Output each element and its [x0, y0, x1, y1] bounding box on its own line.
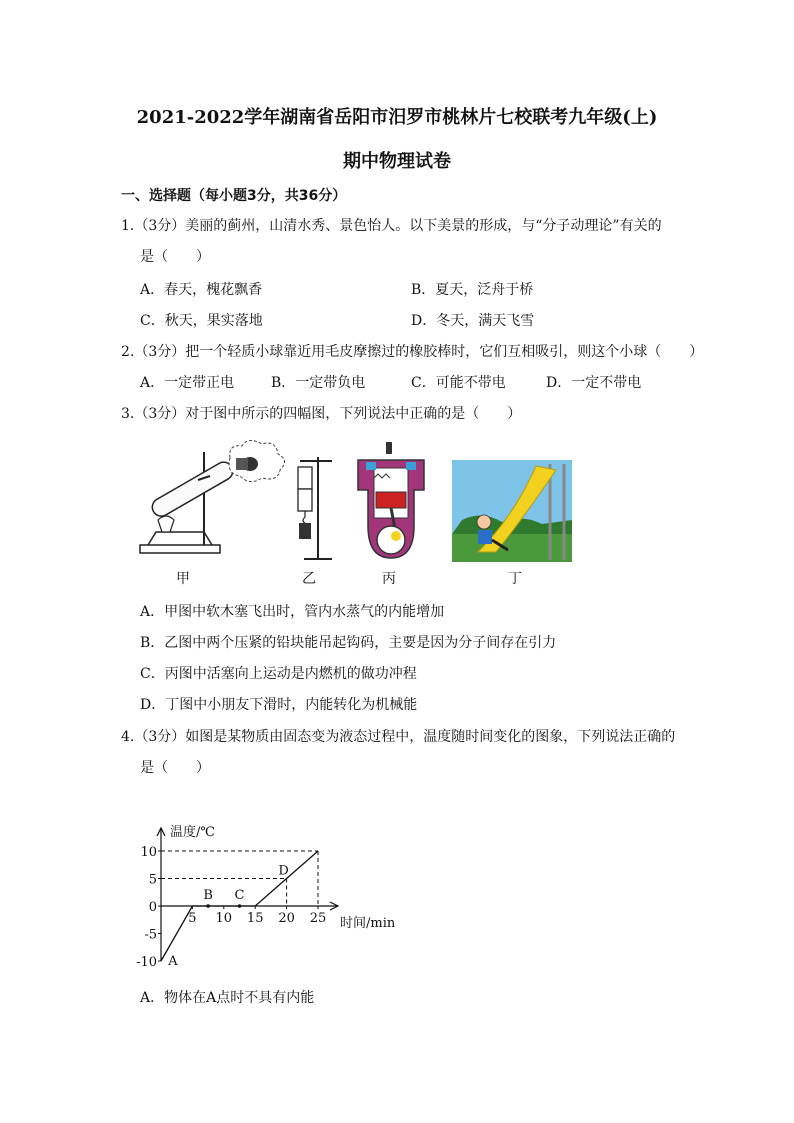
q4-stem-line1: 4.（3分）如图是某物质由固态变为液态过程中，温度随时间变化的图象，下列说法正确的: [121, 729, 676, 745]
q2-stem: 2.（3分）把一个轻质小球靠近用毛皮摩擦过的橡胶棒时，它们互相吸引，则这个小球（ ）: [121, 344, 704, 360]
q3-option-b: B．乙图中两个压紧的铅块能吊起钩码，主要是因为分子间存在引力: [140, 635, 557, 651]
x-axis-label: 时间/min: [340, 916, 396, 931]
figure-label-bing: 丙: [382, 571, 396, 587]
y-tick-label: 0: [148, 900, 157, 915]
q2-option-a: A．一定带正电: [140, 375, 235, 391]
q1-stem-line2: 是（ ）: [140, 249, 210, 265]
x-tick-label: 10: [215, 911, 233, 926]
figure-label-jia: 甲: [176, 571, 190, 587]
q2-option-b: B．一定带负电: [271, 375, 366, 391]
y-tick-label: 10: [140, 845, 157, 860]
q1-stem-line1: 1.（3分）美丽的蓟州，山清水秀、景色怡人。以下美景的形成，与“分子动理论”有关的: [121, 218, 662, 234]
point-b: [206, 904, 210, 908]
point-label-a: A: [168, 954, 178, 969]
figure-label-yi: 乙: [302, 571, 316, 587]
q3-stem: 3.（3分）对于图中所示的四幅图，下列说法中正确的是（ ）: [121, 406, 522, 422]
paper-title-line1: 2021-2022学年湖南省岳阳市汨罗市桃林片七校联考九年级(上): [136, 107, 658, 128]
figure-label-ding: 丁: [508, 571, 522, 587]
q1-option-d: D．冬天，满天飞雪: [411, 313, 535, 329]
point-label-d: D: [278, 863, 289, 879]
y-axis-label: 温度/℃: [170, 825, 215, 840]
q2-option-d: D．一定不带电: [546, 375, 642, 391]
x-tick-label: 15: [246, 911, 264, 926]
x-tick-label: 5: [188, 911, 197, 926]
x-tick-label: 20: [278, 911, 295, 926]
section-heading: 一、选择题（每小题3分，共36分）: [121, 188, 347, 204]
q4-option-a: A．物体在A点时不具有内能: [140, 990, 315, 1006]
point-label-b: B: [203, 888, 213, 903]
q3-option-a: A．甲图中软木塞飞出时，管内水蒸气的内能增加: [140, 604, 445, 620]
y-tick-label: -5: [144, 927, 157, 943]
x-tick-label: 25: [309, 911, 327, 926]
q1-option-a: A．春天，槐花飘香: [140, 282, 263, 298]
q3-option-c: C．丙图中活塞向上运动是内燃机的做功冲程: [140, 666, 417, 682]
paper-title-line2: 期中物理试卷: [343, 151, 451, 172]
point-label-c: C: [234, 888, 245, 903]
q4-stem-line2: 是（ ）: [140, 760, 210, 776]
q2-option-c: C．可能不带电: [411, 375, 506, 391]
q3-option-d: D．丁图中小朋友下滑时，内能转化为机械能: [140, 697, 418, 713]
q1-option-b: B．夏天，泛舟于桥: [411, 282, 534, 298]
y-tick-label: 5: [148, 872, 157, 888]
q1-option-c: C．秋天，果实落地: [140, 313, 263, 329]
y-tick-label: -10: [136, 955, 157, 970]
point-c: [238, 904, 242, 908]
